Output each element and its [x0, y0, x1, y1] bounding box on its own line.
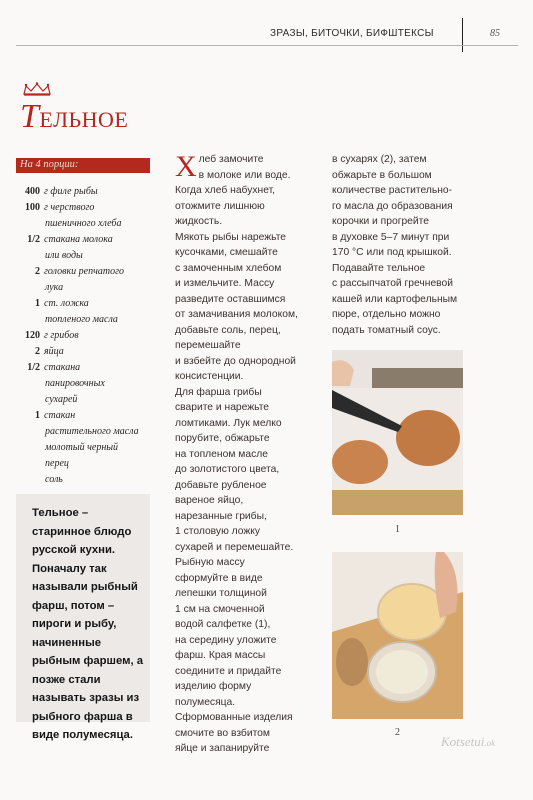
instruction-line: ломтиками. Лук мелко — [175, 417, 282, 429]
ingredient-quantity: 1/2 — [27, 234, 40, 245]
instruction-line: Подавайте тельное — [332, 262, 426, 274]
ingredient-item — [18, 264, 158, 296]
ingredient-item — [18, 296, 158, 328]
ingredient-name: г черствого — [44, 202, 95, 213]
instruction-line: на середину уложите — [175, 634, 277, 646]
ingredient-quantity: 2 — [35, 266, 40, 277]
instruction-line: разведите оставшимся — [175, 293, 286, 305]
instruction-line: с рассыпчатой гречневой — [332, 278, 454, 289]
instruction-line: добавьте рубленое — [175, 479, 267, 491]
ingredient-quantity: 120 — [25, 330, 40, 341]
ingredient-name: г филе рыбы — [44, 186, 98, 197]
ingredient-quantity: 400 — [25, 186, 40, 197]
tip-text: Тельное – старинное блюдо русской кухни. Поначалу так называли рыбный фарш, потом – пироги и рыбу, начиненные рыбным фаршем, а позже стали называть зразы из рыбного фарша в виде полумесяца. — [32, 507, 144, 741]
ingredient-quantity: 1/2 — [27, 362, 40, 373]
ingredient-name-continued: перец — [45, 458, 69, 469]
instruction-line: порубите, обжарьте — [175, 433, 270, 444]
instruction-line: фарш. Края массы — [175, 650, 266, 661]
ingredient-quantity: 100 — [25, 202, 40, 213]
instruction-line: 170 °С или под крышкой. — [332, 247, 452, 258]
ingredient-item — [18, 344, 158, 360]
instruction-line: кусочками, смешайте — [175, 247, 278, 258]
ingredient-quantity: 2 — [35, 346, 40, 357]
photo-label-1: 1 — [395, 524, 400, 535]
photo-label-2: 2 — [395, 727, 400, 738]
instruction-line: до золотистого цвета, — [175, 464, 280, 475]
instruction-line: го масла до образования — [332, 200, 453, 212]
ingredient-name: г грибов — [44, 330, 79, 341]
instruction-line: количестве растительно- — [332, 185, 453, 196]
ingredient-name-continued: пшеничного хлеба — [45, 218, 122, 229]
instruction-line: смочите во взбитом — [175, 727, 270, 739]
instruction-line: яйце и запанируйте — [175, 743, 270, 754]
instruction-line: корочки и прогрейте — [332, 216, 429, 227]
ingredient-name-continued: молотый черный — [45, 442, 119, 453]
instruction-line: и измельчите. Массу — [175, 278, 275, 289]
instruction-line: перемешайте — [175, 340, 241, 351]
section-title: ЗРАЗЫ, БИТОЧКИ, БИФШТЕКСЫ — [270, 28, 434, 39]
instruction-line: леб замочите — [198, 154, 264, 165]
drop-cap: Х — [175, 150, 197, 183]
instruction-line: вареное яйцо, — [175, 495, 244, 506]
page-number: 85 — [490, 28, 500, 39]
instruction-line: водой салфетке (1), — [175, 619, 271, 630]
ingredient-quantity: 1 — [35, 298, 40, 309]
instruction-line: в молоке или воде. — [198, 169, 291, 181]
ingredient-name-continued: панировочных — [45, 378, 105, 389]
instruction-line: жидкость. — [175, 216, 223, 227]
instruction-line: подать томатный соус. — [332, 324, 441, 336]
ingredient-name-continued: сухарей — [45, 394, 78, 405]
instruction-line: Когда хлеб набухнет, — [175, 185, 276, 196]
instruction-line: в сухарях (2), затем — [332, 154, 427, 165]
instruction-line: соедините и придайте — [175, 665, 282, 677]
ingredient-name-continued: топленого масла — [45, 314, 118, 325]
ingredient-name-continued: растительного масла — [45, 426, 139, 437]
recipe-title — [20, 98, 128, 136]
instruction-line: с замоченным хлебом — [175, 262, 282, 274]
instruction-line: на топленом масле — [175, 448, 268, 460]
recipe-title-initial: Т — [20, 98, 40, 135]
ingredient-name: стакана молока — [44, 234, 113, 245]
instruction-line: лепешки толщиной — [175, 588, 267, 599]
ingredient-name: стакана — [44, 362, 81, 373]
watermark — [441, 734, 495, 750]
ingredient-quantity: 1 — [35, 410, 40, 421]
instruction-line: нарезанные грибы, — [175, 510, 267, 522]
instruction-line: в духовке 5–7 минут при — [332, 231, 450, 243]
instruction-line: полумесяца. — [175, 696, 236, 708]
ingredient-name-continued: или воды — [45, 250, 83, 261]
ingredient-list — [18, 184, 158, 488]
instruction-line: пюре, отдельно можно — [332, 309, 441, 320]
instruction-line: 1 см на смоченной — [175, 603, 265, 615]
crown-icon — [22, 82, 52, 96]
ingredient-item — [18, 232, 158, 264]
instruction-line: консистенции. — [175, 371, 244, 382]
ingredient-item — [18, 328, 158, 344]
ingredient-item — [18, 408, 158, 488]
ingredient-name: ст. ложка — [44, 298, 89, 309]
step-photo-2 — [332, 552, 463, 719]
header-rule — [16, 45, 518, 46]
instruction-line: отожмите лишнюю — [175, 200, 265, 212]
ingredient-item — [18, 360, 158, 408]
instruction-line: Для фарша грибы — [175, 386, 262, 398]
ingredient-name: головки репчатого — [44, 266, 124, 277]
ingredient-name-continued: лука — [45, 282, 64, 293]
instruction-line: Мякоть рыбы нарежьте — [175, 231, 287, 243]
watermark-suffix: .ok — [484, 738, 496, 748]
instruction-line: сухарей и перемешайте. — [175, 541, 294, 553]
instructions-column-1 — [175, 152, 315, 757]
instruction-line: сформуйте в виде — [175, 572, 263, 584]
ingredient-item — [18, 200, 158, 232]
instruction-line: Сформованные изделия — [175, 712, 293, 723]
ingredient-name: стакан — [44, 410, 76, 421]
step-photo-1 — [332, 350, 463, 515]
header-separator — [462, 18, 463, 52]
instruction-line: Рыбную массу — [175, 557, 245, 568]
instructions-column-2 — [332, 152, 472, 338]
ingredient-name-continued: соль — [45, 474, 63, 485]
instruction-line: обжарьте в большом — [332, 169, 432, 181]
ingredient-name: яйца — [44, 346, 64, 357]
instruction-line: 1 столовую ложку — [175, 526, 261, 537]
instruction-line: изделию форму — [175, 681, 252, 692]
ingredient-item — [18, 184, 158, 200]
instruction-line: сварите и нарежьте — [175, 402, 270, 413]
portion-label: На 4 порции: — [20, 159, 79, 170]
instruction-line: кашей или картофельным — [332, 293, 458, 305]
recipe-title-rest: ЕЛЬНОЕ — [39, 107, 129, 132]
instruction-line: добавьте соль, перец, — [175, 324, 281, 336]
patty-cutting-illustration — [332, 350, 463, 515]
breading-illustration — [332, 552, 463, 719]
instruction-line: и взбейте до однородной — [175, 355, 296, 367]
instruction-line: от замачивания молоком, — [175, 309, 298, 320]
watermark-text: Kotsetui — [441, 734, 485, 749]
